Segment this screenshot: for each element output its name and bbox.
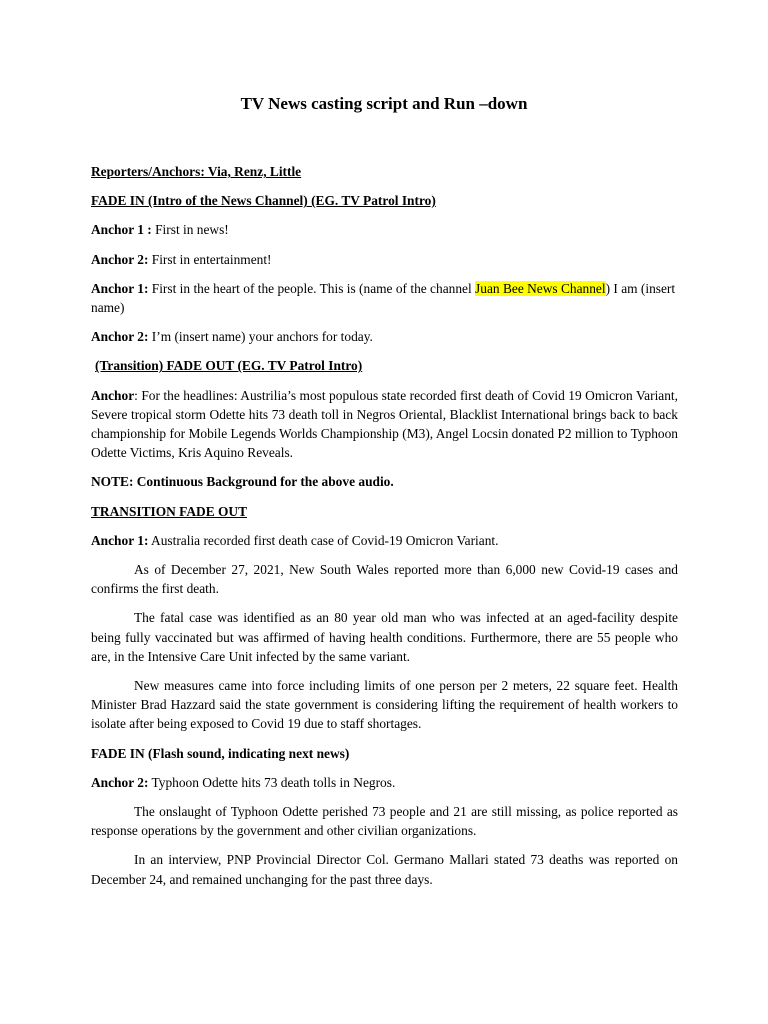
story1-lead — [91, 531, 678, 550]
line-text: First in the heart of the people. This is (name of the channel — [148, 280, 476, 296]
note-line: NOTE: Continuous Background for the above audio. — [91, 474, 394, 490]
lead-text: Australia recorded first death case of Covid-19 Omicron Variant. — [148, 532, 499, 548]
story2-lead — [91, 773, 678, 792]
fade-in-flash: FADE IN (Flash sound, indicating next news) — [91, 745, 350, 761]
story1-paragraph: New measures came into force including limits of one person per 2 meters, 22 square feet. Health Minister Brad Hazzard said the state government is considering lifting the requirement of health workers to isolate after being exposed to Covid 19 due to staff shortages. — [91, 678, 678, 732]
channel-name-highlight: Juan Bee News Channel — [475, 280, 606, 296]
speaker-label: Anchor 1 : — [91, 222, 152, 238]
line-text: I’m (insert name) your anchors for today. — [148, 329, 373, 345]
transition-fade-out: (Transition) FADE OUT (EG. TV Patrol Intro) — [95, 358, 363, 374]
line-text: First in news! — [151, 222, 229, 238]
story1-paragraph: The fatal case was identified as an 80 year old man who was infected at an aged-facility despite being fully vaccinated but was affirmed of having health conditions. Furthermore, there are 55 people who are, in the Intensive Care Unit infected by the same variant. — [91, 610, 678, 664]
anchor1-intro — [91, 279, 678, 317]
speaker-label: Anchor 1: — [91, 532, 149, 548]
speaker-label: Anchor 2: — [91, 251, 149, 267]
story2-paragraph: The onslaught of Typhoon Odette perished 73 people and 21 are still missing, as police reported as response operations by the government and other civilian organizations. — [91, 804, 678, 839]
headlines-paragraph — [91, 386, 678, 463]
speaker-label: Anchor — [91, 387, 135, 403]
anchor2-intro — [91, 327, 678, 346]
line-text: First in entertainment! — [148, 251, 272, 267]
story1-paragraph: As of December 27, 2021, New South Wales reported more than 6,000 new Covid-19 cases and confirms the first death. — [91, 562, 678, 597]
reporters-line: Reporters/Anchors: Via, Renz, Little — [91, 164, 302, 179]
line-text: ) I am (insert name) — [91, 280, 676, 316]
story2-paragraph: In an interview, PNP Provincial Director Col. Germano Mallari stated 73 deaths was reported on December 24, and remained unchanging for the past three days. — [91, 852, 678, 887]
speaker-label: Anchor 1: — [91, 280, 149, 296]
fade-in-intro: FADE IN (Intro of the News Channel) (EG. TV Patrol Intro) — [91, 193, 436, 209]
document-title: TV News casting script and Run –down — [240, 94, 528, 113]
anchor2-line — [91, 250, 678, 269]
transition-fade-out-2: TRANSITION FADE OUT — [91, 503, 247, 519]
speaker-label: Anchor 2: — [91, 329, 149, 345]
speaker-label: Anchor 2: — [91, 774, 149, 790]
anchor1-line — [91, 220, 678, 239]
lead-text: Typhoon Odette hits 73 death tolls in Negros. — [148, 774, 396, 790]
headlines-text: : For the headlines: Austrilia’s most populous state recorded first death of Covid 19 Omicron Variant, Severe tropical storm Odette hits 73 death toll in Negros Oriental, Blacklist International brings back to back championship for Mobile Legends Worlds Championship (M3), Angel Locsin donated P2 million to Typhoon Odette Victims, Kris Aquino Reveals. — [91, 387, 678, 461]
document-body — [91, 162, 678, 899]
